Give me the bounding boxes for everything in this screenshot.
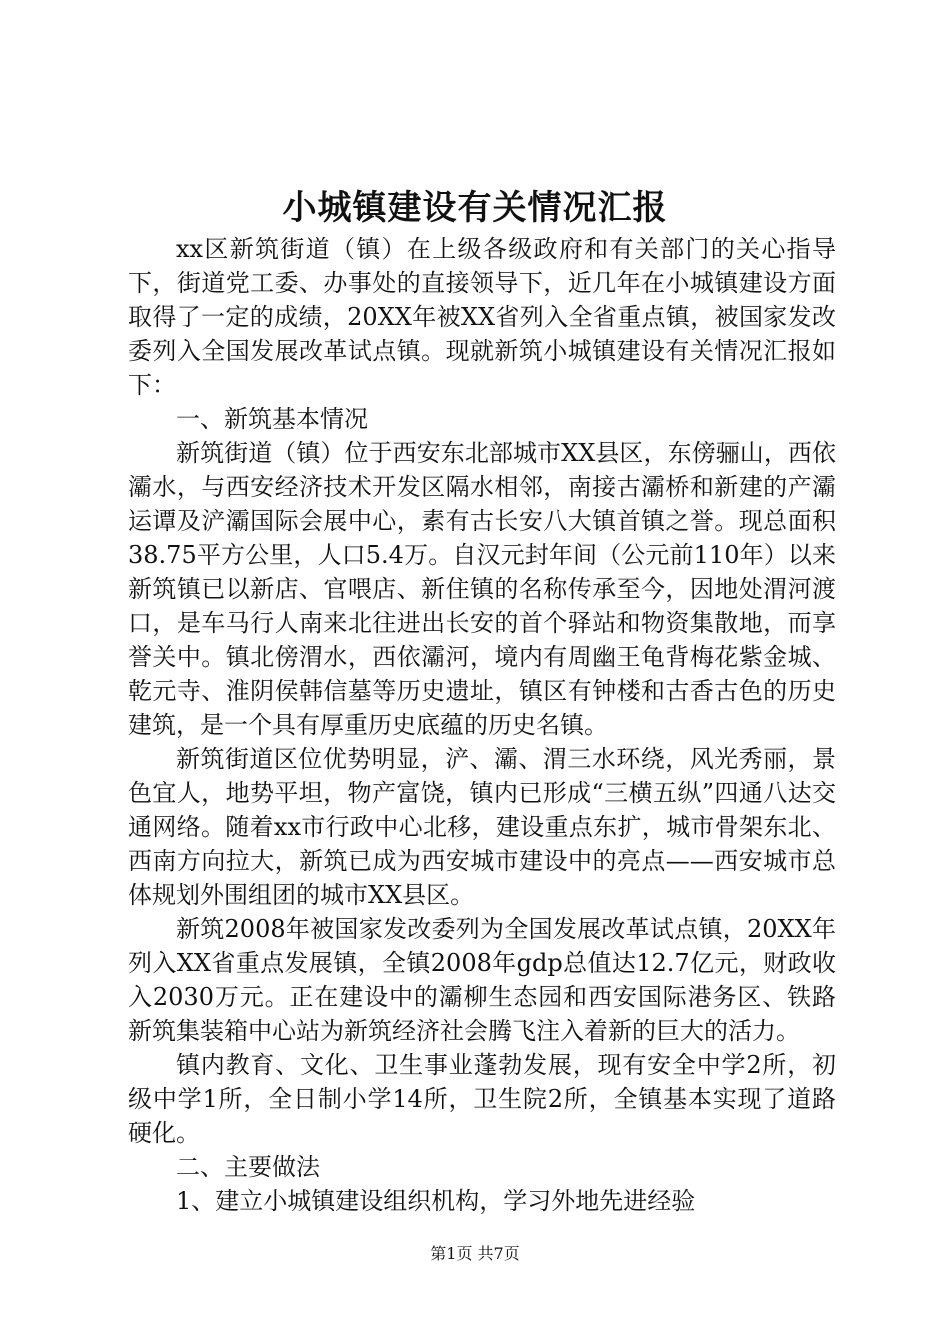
document-title: 小城镇建设有关情况汇报 [282, 188, 668, 228]
location-history-paragraph: 新筑街道（镇）位于西安东北部城市XX县区，东傍骊山，西依灞水，与西安经济技术开发区隔水相邻，南接古灞桥和新建的产灞运谭及浐灞国际会展中心，素有古长安八大镇首镇之誉。现总面积38.75平方公里，人口5.4万。自汉元封年间（公元前110年）以来新筑镇已以新店、官喂店、新住镇的名称传承至今，因地处渭河渡口，是车马行人南来北往进出长安的首个驿站和物资集散地，而享誉关中。镇北傍渭水，西依灞河，境内有周幽王龟背梅花紫金城、乾元寺、淮阴侯韩信墓等历史遗址，镇区有钟楼和古香古色的历史建筑，是一个具有厚重历史底蕴的历史名镇。 [128, 439, 836, 739]
section-heading-basic-info: 一、新筑基本情况 [176, 405, 368, 433]
subsection-heading-1: 1、建立小城镇建设组织机构，学习外地先进经验 [176, 1187, 696, 1215]
economy-paragraph: 新筑2008年被国家发改委列为全国发展改革试点镇，20XX年列入XX省重点发展镇，全镇2008年gdp总值达12.7亿元，财政收入2030万元。正在建设中的灞柳生态园和西安国际港务区、铁路新筑集装箱中心站为新筑经济社会腾飞注入着新的巨大的活力。 [128, 915, 836, 1045]
location-advantage-paragraph: 新筑街道区位优势明显，浐、灞、渭三水环绕，风光秀丽，景色宜人，地势平坦，物产富饶，镇内已形成“三横五纵”四通八达交通网络。随着xx市行政中心北移，建设重点东扩，城市骨架东北、西南方向拉大，新筑已成为西安城市建设中的亮点——西安城市总体规划外围组团的城市XX县区。 [128, 745, 836, 909]
document-body [128, 232, 836, 1218]
page-footer: 第1页 共7页 [430, 1244, 520, 1263]
social-services-paragraph: 镇内教育、文化、卫生事业蓬勃发展，现有安全中学2所，初级中学1所，全日制小学14所，卫生院2所，全镇基本实现了道路硬化。 [128, 1051, 836, 1147]
section-heading-main-practices: 二、主要做法 [176, 1153, 320, 1181]
intro-paragraph: xx区新筑街道（镇）在上级各级政府和有关部门的关心指导下，街道党工委、办事处的直接领导下，近几年在小城镇建设方面取得了一定的成绩，20XX年被XX省列入全省重点镇，被国家发改委列入全国发展改革试点镇。现就新筑小城镇建设有关情况汇报如下： [128, 235, 836, 399]
